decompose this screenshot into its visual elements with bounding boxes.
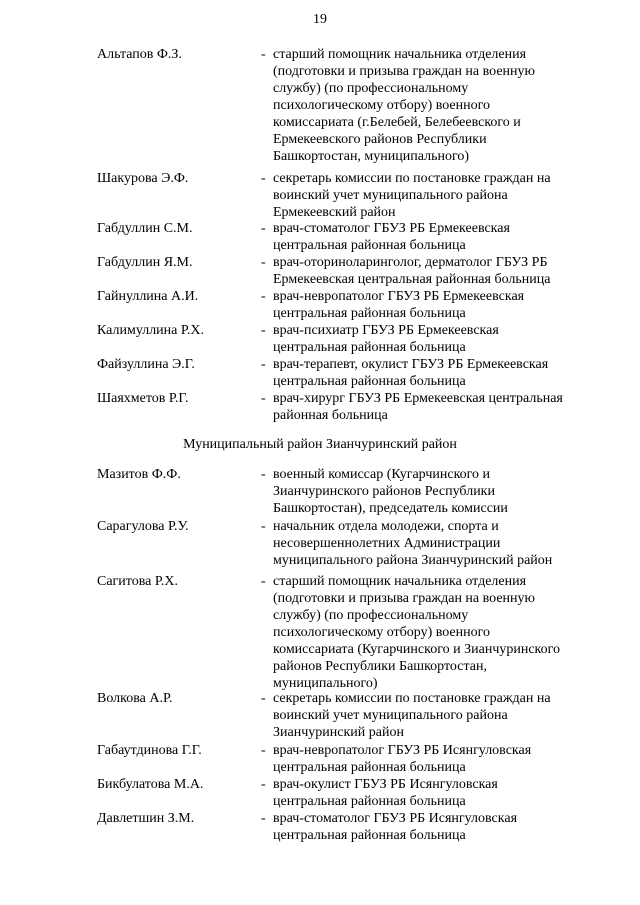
position-line: начальник отдела молодежи, спорта и: [273, 519, 499, 534]
dash-separator: -: [261, 811, 266, 826]
member-name: Гайнуллина А.И.: [97, 289, 199, 304]
member-position: [273, 466, 593, 517]
dash-separator: -: [261, 777, 266, 792]
member-name: Габдуллин С.М.: [97, 221, 193, 236]
dash-separator: -: [261, 289, 266, 304]
position-line: Ермекеевского районов Республики: [273, 132, 487, 147]
dash-separator: -: [261, 467, 266, 482]
member-name: Шаяхметов Р.Г.: [97, 391, 189, 406]
position-line: комиссариата (Кугарчинского и Зианчуринского: [273, 642, 561, 657]
position-line: центральная районная больница: [273, 828, 466, 843]
member-position: [273, 573, 593, 692]
position-line: врач-стоматолог ГБУЗ РБ Ермекеевская: [273, 221, 510, 236]
page-number: 19: [313, 12, 327, 27]
position-line: врач-хирург ГБУЗ РБ Ермекеевская центральная: [273, 391, 563, 406]
position-line: секретарь комиссии по постановке граждан на: [273, 691, 551, 706]
position-line: центральная районная больница: [273, 794, 466, 809]
position-line: врач-стоматолог ГБУЗ РБ Исянгуловская: [273, 811, 518, 826]
position-line: районов Республики Башкортостан,: [273, 659, 487, 674]
dash-separator: -: [261, 357, 266, 372]
member-name: Файзуллина Э.Г.: [97, 357, 195, 372]
member-name: Бикбулатова М.А.: [97, 777, 204, 792]
position-line: психологическому отбору) военного: [273, 98, 491, 113]
member-position: [273, 742, 593, 776]
dash-separator: -: [261, 323, 266, 338]
dash-separator: -: [261, 743, 266, 758]
position-line: центральная районная больница: [273, 760, 466, 775]
position-line: муниципального района Зианчуринский район: [273, 553, 553, 568]
member-name: Сагитова Р.Х.: [97, 574, 179, 589]
position-line: врач-психиатр ГБУЗ РБ Ермекеевская: [273, 323, 499, 338]
position-line: старший помощник начальника отделения: [273, 47, 527, 62]
dash-separator: -: [261, 519, 266, 534]
dash-separator: -: [261, 574, 266, 589]
member-name: Альтапов Ф.З.: [97, 47, 182, 62]
position-line: врач-терапевт, окулист ГБУЗ РБ Ермекеевская: [273, 357, 549, 372]
member-name: Волкова А.Р.: [97, 691, 173, 706]
position-line: Ермекеевский район: [273, 205, 396, 220]
position-line: комиссариата (г.Белебей, Белебеевского и: [273, 115, 521, 130]
dash-separator: -: [261, 691, 266, 706]
member-name: Мазитов Ф.Ф.: [97, 467, 181, 482]
position-line: центральная районная больница: [273, 238, 466, 253]
member-name: Калимуллина Р.Х.: [97, 323, 205, 338]
member-name: Габдуллин Я.М.: [97, 255, 193, 270]
dash-separator: -: [261, 221, 266, 236]
position-line: врач-невропатолог ГБУЗ РБ Исянгуловская: [273, 743, 532, 758]
position-line: воинский учет муниципального района: [273, 188, 508, 203]
position-line: Ермекеевская центральная районная больница: [273, 272, 551, 287]
position-line: муниципального): [273, 676, 378, 691]
member-position: [273, 220, 593, 254]
member-position: [273, 170, 593, 221]
dash-separator: -: [261, 171, 266, 186]
position-line: старший помощник начальника отделения: [273, 574, 527, 589]
member-position: [273, 390, 593, 424]
dash-separator: -: [261, 47, 266, 62]
member-position: [273, 690, 593, 741]
member-position: [273, 518, 593, 569]
member-name: Давлетшин З.М.: [97, 811, 195, 826]
position-line: центральная районная больница: [273, 306, 466, 321]
member-position: [273, 356, 593, 390]
position-line: секретарь комиссии по постановке граждан на: [273, 171, 551, 186]
position-line: Зианчуринский район: [273, 725, 404, 740]
position-line: Башкортостан), председатель комиссии: [273, 501, 508, 516]
member-position: [273, 810, 593, 844]
member-position: [273, 254, 593, 288]
member-name: Габаутдинова Г.Г.: [97, 743, 202, 758]
position-line: психологическому отбору) военного: [273, 625, 491, 640]
position-line: военный комиссар (Кугарчинского и: [273, 467, 491, 482]
position-line: врач-окулист ГБУЗ РБ Исянгуловская: [273, 777, 498, 792]
member-position: [273, 288, 593, 322]
position-line: воинский учет муниципального района: [273, 708, 508, 723]
member-name: Сарагулова Р.У.: [97, 519, 189, 534]
position-line: районная больница: [273, 408, 388, 423]
position-line: Башкортостан, муниципального): [273, 149, 470, 164]
position-line: врач-невропатолог ГБУЗ РБ Ермекеевская: [273, 289, 525, 304]
position-line: службу) (по профессиональному: [273, 608, 469, 623]
member-position: [273, 322, 593, 356]
position-line: центральная районная больница: [273, 340, 466, 355]
section-title: Муниципальный район Зианчуринский район: [183, 437, 457, 452]
position-line: (подготовки и призыва граждан на военную: [273, 64, 535, 79]
member-name: Шакурова Э.Ф.: [97, 171, 189, 186]
position-line: Зианчуринского районов Республики: [273, 484, 495, 499]
position-line: службу) (по профессиональному: [273, 81, 469, 96]
position-line: (подготовки и призыва граждан на военную: [273, 591, 535, 606]
dash-separator: -: [261, 391, 266, 406]
member-position: [273, 776, 593, 810]
dash-separator: -: [261, 255, 266, 270]
member-position: [273, 46, 593, 165]
position-line: несовершеннолетних Администрации: [273, 536, 501, 551]
position-line: центральная районная больница: [273, 374, 466, 389]
position-line: врач-оториноларинголог, дерматолог ГБУЗ РБ: [273, 255, 548, 270]
